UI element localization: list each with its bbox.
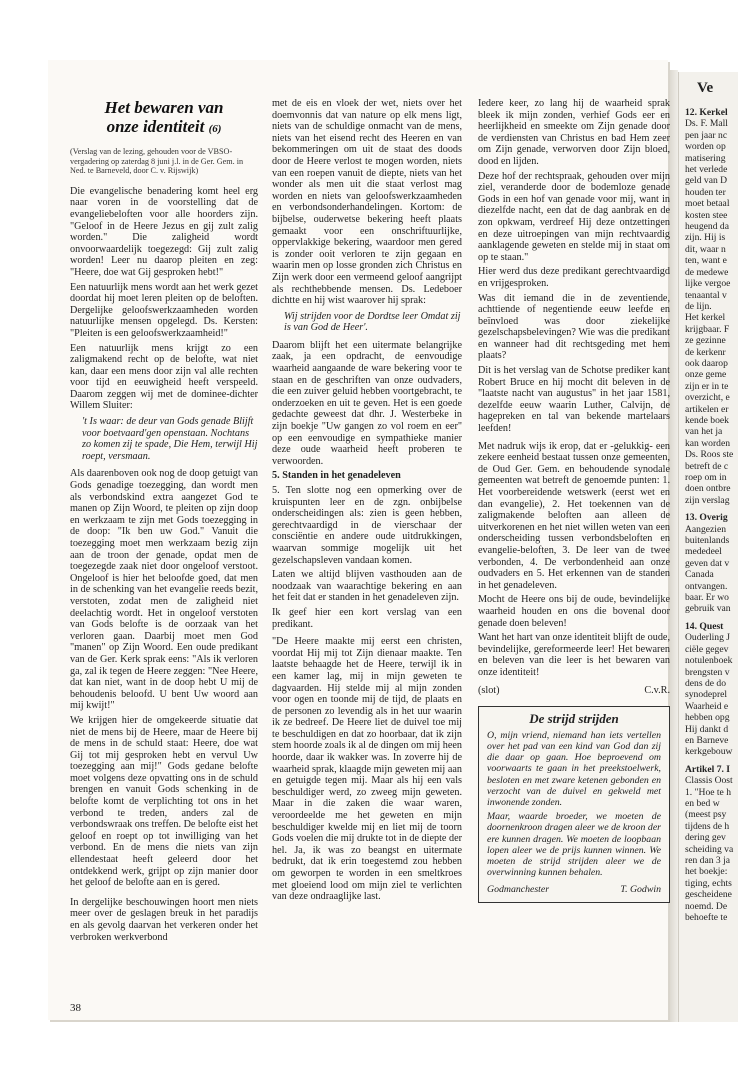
paragraph: Als daarenboven ook nog de doop getuigt van Gods genadige toezegging, dan wordt men als verbondskind extra aangezet God te manen op Zijn Woord, te pleiten op zijn doop en werkzaam te zijn met Gods toezegging in de doop: "Ik ben uw God." Vanuit die toezegging moet men werkzaam bezig zijn aan de troon der genade, opdat men de toegezegde zaak niet door ongeloof verstoot. Ongeloof is hier het beloofde goed, dat men in de schenking van het evangelie reeds bezit, verstoten, zodat men de zaligheid niet deelachtig wordt. Het in ongeloof verstoten van Gods belofte is de oorzaak van het verloren gaan. Daarbij moet men God "manen" op Zijn Woord. Een oude predikant van de Ger. Kerk sprak eens: "Als ik verloren ga, zal ik tegen de Heere zeggen: "Nee Heere, dat kan niet, want in de doop hebt U mij de behoudenis beloofd. U bent Uw woord aan mij kwijt!" (70, 468, 258, 712)
right-page-line: tijdens de h (685, 820, 730, 832)
article-end (478, 685, 670, 697)
right-page-line: Hij dankt d (685, 723, 729, 735)
right-page-line: geld van D (685, 175, 728, 187)
paragraph: Met nadruk wijs ik erop, dat er -gelukkig- een zekere eenheid bestaat tussen onze gemeenten, de Oud Ger. Gem. en behoudende synodale gemeenten wat betreft de genoemde punten: 1. Het voorbereidende wetswerk (eerst wet en dan evangelie), 2. Het toekennen van de zaligmakende beloften aan alleen de uitverkorenen en het niet willen weten van een onderscheiding tussen verbondsbeloften en evangelie-beloften, 3. De leer van de twee verbonden, 4. De verbondenheid aan onze oudvaders en 5. Het erkennen van de standen in het genadeleven. (478, 440, 670, 591)
right-heading: Artikel 7. I (685, 763, 731, 775)
right-page-line: de medewe (685, 266, 729, 278)
right-page-line: noemd. De (685, 900, 728, 912)
right-page-line: dens de do (685, 677, 727, 689)
right-page-line: pen jaar nc (685, 129, 728, 141)
paragraph: Dit is het verslag van de Schotse prediker kant Robert Bruce en hij mocht dit beleven in de "laatste nacht van augustus" in het jaar 1581, dezelfde eeuw waarin Luther, Calvijn, de hagepreken en tal van bekende martelaars leefden! (478, 365, 670, 435)
right-page-line: gescheidene (685, 889, 732, 901)
right-page-line: Canada (685, 569, 714, 581)
paragraph: Een natuurlijk mens wordt aan het werk gezet doordat hij moet leren pleiten op de beloften. Dergelijke geloofswerkzaamheden worden natuurlijke mensen opgelegd. Ds. Kersten: "Pleiten is een geloofswerkzaamheid!" (70, 281, 258, 339)
right-page-line: doen ontbre (685, 483, 731, 495)
right-page-line: de lijn. (685, 300, 712, 312)
right-page-line: van het ja (685, 426, 723, 438)
box-author: T. Godwin (620, 884, 661, 896)
right-heading: 13. Overig (685, 512, 728, 524)
paragraph: 5. Ten slotte nog een opmerking over de kruispunten leer en de zgn. onbijbelse onderscheidingen als: zien is geen hebben, gerechtvaardigd in de vierschaar der consciëntie en andere oude uitdrukkingen, waarvan sommige mogelijk uit het gezelschapsleven vandaan komen. (272, 485, 462, 566)
paragraph: Ik geef hier een kort verslag van een predikant. (272, 606, 462, 630)
paragraph: Iedere keer, zo lang hij de waarheid sprak bleek ik mijn zonden, verhief Gods eer en heerlijkheid en smeekte om Zijn genade door de verdiensten van Christus en bad Hem zeer om Zijn genade, verworven door Zijn bloed, dood en lijden. (478, 98, 670, 167)
right-page-line: tiging, echts (685, 877, 732, 889)
right-page-line: Ouderling J (685, 632, 731, 644)
right-page-line: en Barneve (685, 734, 729, 746)
right-page-line: dit, waar n (685, 243, 726, 255)
right-page-line: 1. "Hoe te h (685, 786, 732, 798)
right-page-line: kan worden (685, 437, 731, 449)
right-page-line: dering gev (685, 832, 726, 844)
right-page-line: behoefte te (685, 912, 728, 924)
poem-quote: 't Is waar: de deur van Gods genade Blijft voor boetvaard'gen openstaan. Nochtans zo komen zij te spade, Die Hem, terwijl Hij roept, versmaan. (82, 416, 258, 462)
paragraph: Was dit iemand die in de zeventiende, achttiende of negentiende eeuw leefde en beïnvloed was door ziekelijke gezelschapsbelevingen? Wie was die predikant en wanneer had dit rechtsgeding met hem plaats? (478, 292, 670, 362)
paragraph: Laten we altijd blijven vasthouden aan de noodzaak van waarachtige bekering en aan het feit dat er standen in het genadeleven zijn. (272, 569, 462, 604)
right-page-line: brengsten v (685, 666, 730, 678)
right-page-line: kende boek (685, 414, 729, 426)
right-lines-3 (685, 632, 738, 757)
right-page-line: matisering (685, 152, 726, 164)
right-page-line: zijn. Hij is (685, 232, 726, 244)
paragraph: met de eis en vloek der wet, niets over het doemvonnis dat van nature op elk mens ligt, niets van de schuldige onmacht van de mens, niets van het eisend recht des Heeren en van bekommeringen om uit de staat des doods door de Heere verlost te mogen worden, niets van een roepen vanuit de diepte, niets van het wonder als men uit die staat verlost mag worden en niets van geloofswerkzaamheden en verbondsonderhandelingen. Kortom: de bijbelse, ouderwetse bekering heeft plaats gemaakt voor een onschriftuurlijke, oppervlakkige bekering, waardoor men gered is zonder ooit verloren te zijn gegaan en waarin men op losse gronden zich Christus en Zijn werk door een vermeend geloof aangrijpt als rechthebbende mensen. Ds. Ledeboer dichtte en hij wist waarover hij sprak: (272, 98, 462, 307)
quote-box (478, 706, 670, 903)
paragraph: Een natuurlijk mens krijgt zo een zaligmakend recht op de belofte, wat niet kan, daar een mens door zijn val alle rechten voor tijd en eeuwigheid heeft verspeeld. Daarom zeggen wij met de dominee-dichter Willem Sluiter: (70, 342, 258, 412)
right-page-line: houden ter (685, 186, 726, 198)
author-initials: C.v.R. (644, 684, 670, 696)
right-page-line: gebruik van (685, 603, 731, 615)
right-page-line: ook daarop (685, 357, 728, 369)
right-page-line: artikelen er (685, 403, 729, 415)
right-page-line: heugend da (685, 221, 729, 233)
right-page-line: notulenboek (685, 655, 733, 667)
right-page-line: geven dat v (685, 557, 730, 569)
box-signature (487, 884, 661, 896)
paragraph: Deze hof der rechtspraak, gehouden over mijn ziel, veranderde door de bodemloze genade Gods in een hof van genade voor mij, want in diezelfde nacht, een dat de dag aanbrak en de zon opkwam, verdreef Hij deze ontzettingen en deze uitroepingen van mijn rechtvaardig aanklagende geweten en stelde mij in staat om op te staan." (478, 170, 670, 263)
right-page-line: (meest psy (685, 809, 727, 821)
right-lines-2 (685, 524, 738, 615)
right-page-line: ontvangen. (685, 580, 728, 592)
right-page-line: betreft de c (685, 460, 729, 472)
right-lines-1 (685, 118, 738, 506)
right-page-line: Classis Oost (685, 775, 733, 787)
right-page-line: en bed w (685, 797, 720, 809)
right-page-line: lijke vergoe (685, 278, 731, 290)
right-page-line: onze geme (685, 369, 727, 381)
page-number: 38 (70, 1002, 81, 1014)
right-page-line: buitenlands (685, 535, 730, 547)
right-page-line: Ds. Roos ste (685, 449, 734, 461)
column-2 (272, 98, 462, 906)
right-page-line: zijn verslag (685, 494, 730, 506)
paragraph: Hier werd dus deze predikant gerechtvaardigd en vrijgesproken. (478, 266, 670, 289)
right-page-line: tenaantal v (685, 289, 727, 301)
paragraph: Mocht de Heere ons bij de oude, bevindelijke waarheid houden en ons die bovenal door genade doen beleven! (478, 594, 670, 629)
paragraph: "De Heere maakte mij eerst een christen, voordat Hij mij tot Zijn dienaar maakte. Ten laatste behaagde het de Heere, terwijl ik in een kamer lag, mij in mijn geweten te dagvaarden. Hij stelde mij al mijn zonden voor ogen en toonde mij de tijd, de plaats en de personen zo levendig als in het uur waarin ik ze bedreef. De Heere liet de duivel toe mij te beschuldigen en dat zo hoorbaar, dat ik zijn stem hoorde zoals ik al de dingen om mij heen hoorde, daar ik wakker was. In zoverre hij de waarheid sprak, klaagde mijn geweten mij aan en getuigde tegen mij. Maar als hij een vals beschuldiger werd, zo zweeg mijn geweten. Maar in die zaken die waar waren, veroordeelde me het geweten en mijn beschuldiger kwelde mij en liet mij de toorn Gods voelen die mij drukte tot in de diepte der hel. Ja, ik was zo beangst en uitermate bedrukt, dat ik erin toegestemd zou hebben om geworpen te worden in een smeltkroes met gloeiend lood om mijn ziel te verlichten van deze ondraaglijke last. (272, 636, 462, 903)
right-page-line: Het kerkel (685, 312, 726, 324)
right-page-line: ze gezinne (685, 335, 726, 347)
right-page-line: ren dan 3 ja (685, 855, 731, 866)
title-line-2: onze identiteit (106, 117, 205, 136)
right-page-line: de kerkenr (685, 346, 726, 358)
section-heading: 5. Standen in het genadeleven (272, 470, 401, 482)
right-page-line: ten, want e (685, 255, 727, 267)
right-heading: 14. Quest (685, 620, 724, 632)
paragraph: In dergelijke beschouwingen hoort men niets meer over de geslagen breuk in het paradijs en als gevolg daarvan het verkeren onder het verbroken werkverbond (70, 896, 258, 943)
right-page-line: baar. Er wo (685, 592, 729, 604)
paragraph: Want het hart van onze identiteit blijft de oude, bevindelijke, gereformeerde leer! Het bewaren en beleven van die leer is het bewaren van onze identiteit! (478, 632, 670, 678)
box-title: De strijd strijden (529, 711, 619, 727)
right-page-line: worden op (685, 141, 726, 153)
right-lines-4 (685, 775, 738, 923)
poem-quote: Wij strijden voor de Dordtse leer Omdat zij is van God de Heer'. (284, 310, 461, 334)
right-page-line: ciële gegev (685, 643, 729, 655)
right-page-line: het verlede (685, 164, 728, 176)
right-page-line: overzicht, e (685, 392, 730, 404)
article-intro: (Verslag van de lezing, gehouden voor de VBSO-vergadering op zaterdag 8 juni j.l. in de Ger. Gem. in Ned. te Barneveld, door C. v. Rijswijk) (70, 147, 244, 176)
paragraph: We krijgen hier de omgekeerde situatie dat niet de mens bij de Heere, maar de Heere bij de mens in de schuld staat: Heere, doe wat Gij tot mij gesproken hebt en vervul Uw toezegging aan mij!" Gods gedane belofte moet volgens deze opvatting ons in de schuld brengen en vanuit Gods schenking in de belofte komt de verplichting tot ons in het verbond te treden, anders zal de verbondswraak ons treffen. De belofte eist het geloof en roept op tot inwilliging van het verbond. En de mens die niets van zijn ellendestaat heeft geleerd door het ontdekkend werk, grijpt op zijn manier door het geloof de belofte aan en is gered. (70, 714, 258, 889)
slot-label: (slot) (478, 684, 500, 696)
title-part: (6) (208, 123, 222, 135)
right-page-line: mededeel (685, 546, 722, 558)
right-page-line: Waarheid e (685, 700, 729, 712)
box-text-2: Maar, waarde broeder, we moeten de doornenkroon dragen aleer we de kroon der ere kunnen dragen. We moeten de loopbaan lopen aleer we de prijs kunnen winnen. We moeten de strijd strijden aleer we de overwinning kunnen behalen. (487, 811, 661, 879)
right-page-line: roep om in (685, 472, 727, 483)
right-page-title: Ve (697, 80, 714, 96)
right-page-line: het boekje: (685, 866, 728, 878)
right-page-edge (678, 72, 738, 1022)
right-page-line: hebben opg (685, 712, 730, 724)
column-1 (70, 98, 258, 946)
article-title (70, 98, 258, 139)
right-page-line: kerkgebouw (685, 746, 733, 758)
box-text-1: O, mijn vriend, niemand han iets vertellen over het pad van een kind van God dan zij die daar op gaan. Hoe beproevend om voorwaarts te gaan in het preekstoelwerk, besloten en met zware ketenen gebonden en verzocht van de duivel en gekweld met inwonende zonden. (487, 729, 661, 808)
right-page-line: kosten stee (685, 209, 728, 221)
title-line-1: Het bewaren van (104, 98, 224, 117)
right-page-line: synodeprel (685, 689, 728, 701)
right-page-line: krijgbaar. F (685, 323, 730, 335)
right-page-line: moet betaal (685, 198, 730, 210)
right-page-line: scheiding va (685, 843, 734, 855)
paragraph: Die evangelische benadering komt heel erg naar voren in de voorstelling dat de evangeliebeloften voor alle hoorders zijn. "Geloof in de Heere Jezus en gij zult zalig worden." Die zaligheid wordt onvoorwaardelijk toegezegd: Gij zult zalig worden! Leer nu daarop pleiten en zeg: "Heere, doe wat Gij gesproken hebt!" (70, 185, 258, 278)
column-3 (478, 98, 670, 903)
paragraph: Daarom blijft het een uitermate belangrijke zaak, ja een opdracht, de eenvoudige waarheid aangaande de ware bekering voor te staan en de geschriften van onze oudvaders, die een zuiver geluid hebben voortgebracht, te onderzoeken en uit te geven. Het is een goede gedachte geweest dat dhr. J. Westerbeke in zijn boekje "Uw gangen zo vol roem en eer" op een eenvoudige en sympathieke manier deze oude waarheid heeft proberen te verwoorden. (272, 339, 462, 467)
right-heading: 12. Kerkel (685, 107, 728, 118)
right-page-line: Aangezien (685, 523, 727, 535)
right-page-text (679, 107, 738, 923)
right-page-line: zijn er in te (685, 380, 729, 392)
box-place: Godmanchester (487, 884, 550, 896)
right-page-line: Ds. F. Mall (685, 118, 728, 130)
